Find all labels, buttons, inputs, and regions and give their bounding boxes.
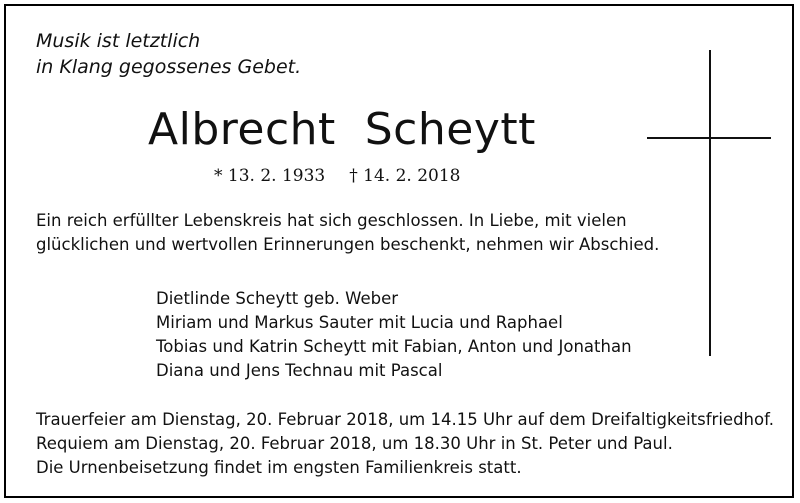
funeral-service-line: Trauerfeier am Dienstag, 20. Februar 2018, um 14.15 Uhr auf dem Dreifaltigkeitsfriedhof. bbox=[36, 410, 774, 429]
birth-date: * 13. 2. 1933 bbox=[214, 166, 326, 186]
requiem-line: Requiem am Dienstag, 20. Februar 2018, um 18.30 Uhr in St. Peter und Paul. bbox=[36, 434, 673, 453]
service-details bbox=[36, 408, 774, 480]
mourner-entry: Diana und Jens Technau mit Pascal bbox=[156, 361, 443, 380]
life-dates bbox=[214, 164, 460, 188]
farewell-line: glücklichen und wertvollen Erinnerungen beschenkt, nehmen wir Abschied. bbox=[36, 235, 660, 254]
motto-line: in Klang gegossenes Gebet. bbox=[36, 56, 302, 78]
mourner-entry: Miriam und Markus Sauter mit Lucia und Raphael bbox=[156, 313, 563, 332]
farewell-line: Ein reich erfüllter Lebenskreis hat sich geschlossen. In Liebe, mit vielen bbox=[36, 211, 627, 230]
cross-horizontal-bar bbox=[647, 137, 771, 139]
mourners-list bbox=[156, 287, 632, 383]
urn-burial-line: Die Urnenbeisetzung findet im engsten Familienkreis statt. bbox=[36, 458, 522, 477]
farewell-text bbox=[36, 209, 659, 257]
motto-line: Musik ist letztlich bbox=[36, 30, 201, 52]
motto-quote bbox=[36, 28, 301, 80]
deceased-name: Albrecht Scheytt bbox=[148, 104, 536, 155]
mourner-entry: Tobias und Katrin Scheytt mit Fabian, Anton und Jonathan bbox=[156, 337, 632, 356]
mourner-entry: Dietlinde Scheytt geb. Weber bbox=[156, 289, 399, 308]
death-date: † 14. 2. 2018 bbox=[349, 166, 461, 186]
cross-vertical-bar bbox=[709, 50, 711, 356]
obituary-notice bbox=[4, 4, 794, 498]
